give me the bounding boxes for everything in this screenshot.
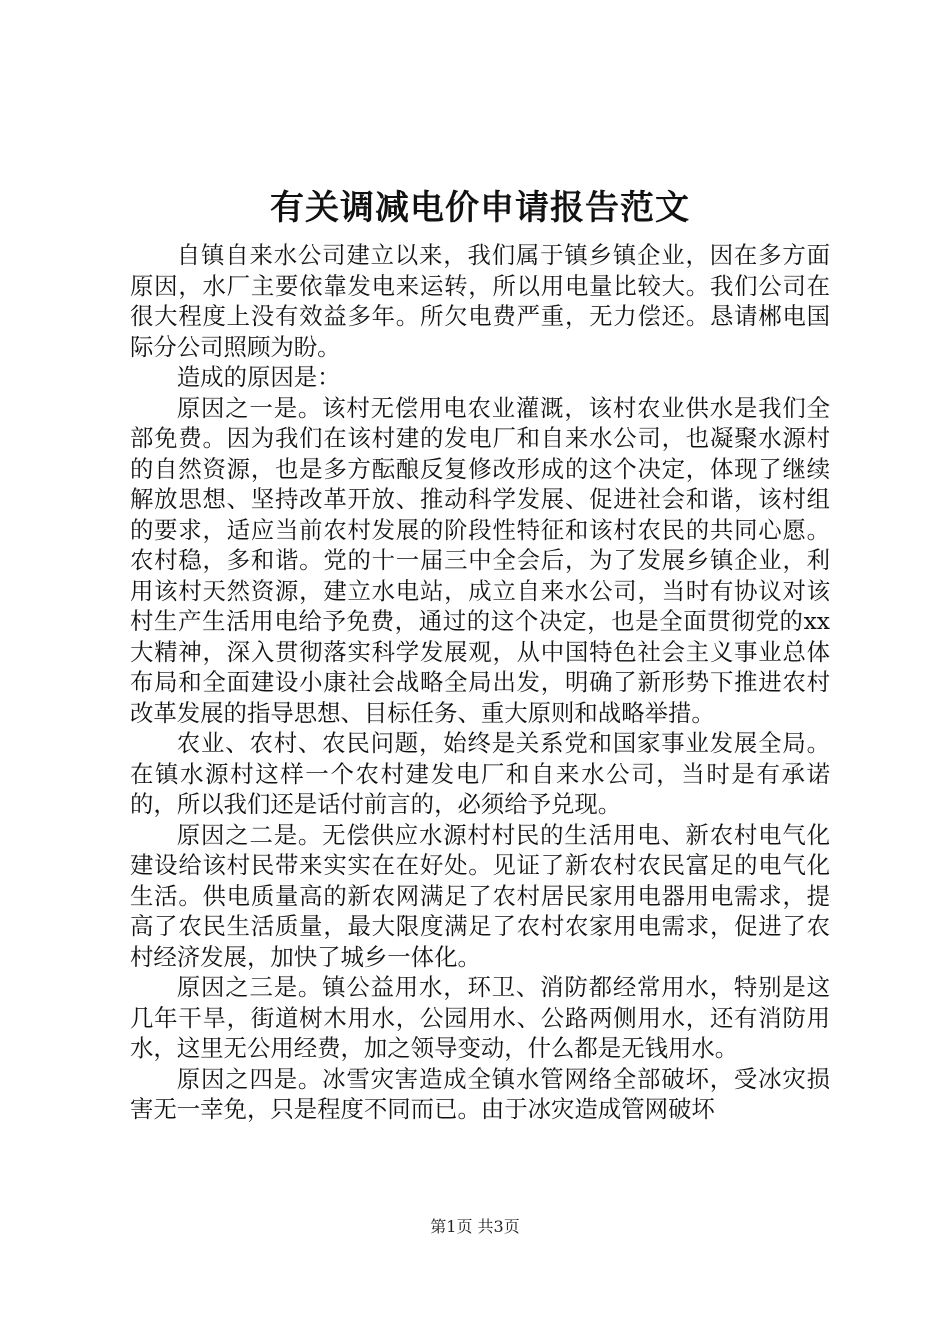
paragraph-reason-three: 原因之三是。镇公益用水，环卫、消防都经常用水，特别是这几年干旱，街道树木用水，公园用水、公路两侧用水，还有消防用水，这里无公用经费，加之领导变动，什么都是无钱用水。	[130, 973, 830, 1062]
paragraph-reason-one: 原因之一是。该村无偿用电农业灌溉，该村农业供水是我们全部免费。因为我们在该村建的发电厂和自来水公司，也凝聚水源村的自然资源，也是多方酝酿反复修改形成的这个决定，体现了继续解放思想、坚持改革开放、推动科学发展、促进社会和谐，该村组的要求，适应当前农村发展的阶段性特征和该村农民的共同心愿。农村稳，多和谐。党的十一届三中全会后，为了发展乡镇企业，利用该村天然资源，建立水电站，成立自来水公司，当时有协议对该村生产生活用电给予免费，通过的这个决定，也是全面贯彻党的xx大精神，深入贯彻落实科学发展观，从中国特色社会主义事业总体布局和全面建设小康社会战略全局出发，明确了新形势下推进农村改革发展的指导思想、目标任务、重大原则和战略举措。	[130, 393, 830, 727]
document-title: 有关调减电价申请报告范文	[270, 188, 690, 228]
paragraph-intro: 自镇自来水公司建立以来，我们属于镇乡镇企业，因在多方面原因，水厂主要依靠发电来运转，所以用电量比较大。我们公司在很大程度上没有效益多年。所欠电费严重，无力偿还。恳请郴电国际分公司照顾为盼。	[130, 241, 830, 361]
paragraph-rural-issues: 农业、农村、农民问题，始终是关系党和国家事业发展全局。在镇水源村这样一个农村建发电厂和自来水公司，当时是有承诺的，所以我们还是话付前言的，必须给予兑现。	[130, 729, 830, 818]
page-footer: 第1页 共3页	[430, 1217, 520, 1236]
paragraph-causes-heading: 造成的原因是：	[176, 363, 341, 391]
paragraph-reason-four: 原因之四是。冰雪灾害造成全镇水管网络全部破坏，受冰灾损害无一幸免，只是程度不同而已。由于冰灾造成管网破坏	[130, 1064, 830, 1123]
paragraph-reason-two: 原因之二是。无偿供应水源村村民的生活用电、新农村电气化建设给该村民带来实实在在好处。见证了新农村农民富足的电气化生活。供电质量高的新农网满足了农村居民家用电器用电需求，提高了农民生活质量，最大限度满足了农村农家用电需求，促进了农村经济发展，加快了城乡一体化。	[130, 820, 830, 971]
document-page	[130, 182, 830, 1125]
